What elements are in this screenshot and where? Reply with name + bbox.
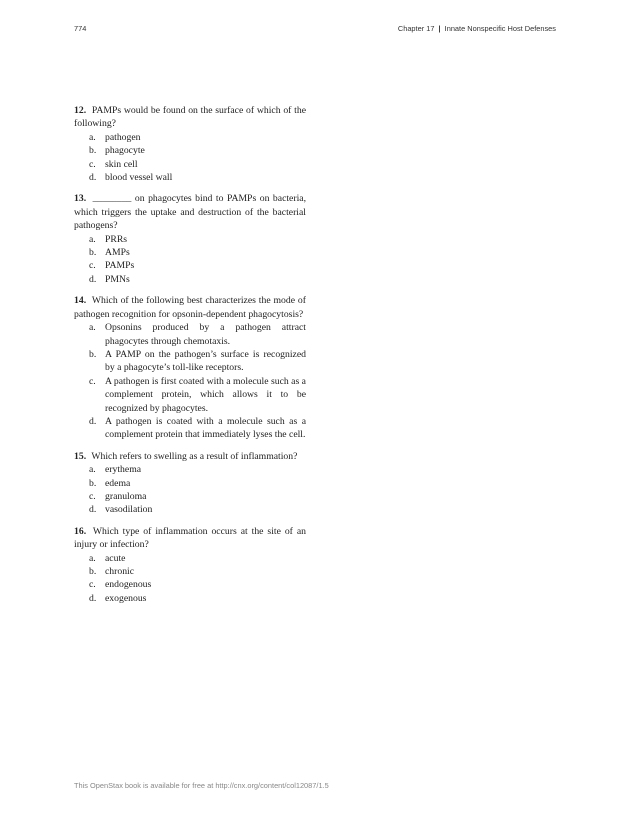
answer-option [74, 131, 306, 144]
question-text: Which type of inflammation occurs at the site of an injury or infection? [74, 525, 306, 551]
option-letter: b. [89, 348, 97, 360]
running-title [398, 24, 556, 33]
chapter-title: Innate Nonspecific Host Defenses [444, 24, 556, 33]
question-stem [74, 525, 306, 552]
answer-option [74, 592, 306, 605]
option-text: granuloma [105, 490, 147, 502]
answer-option [74, 321, 306, 348]
question-number: 13. [74, 193, 87, 205]
answer-option [74, 565, 306, 578]
answer-options [74, 233, 306, 287]
option-text: blood vessel wall [105, 172, 173, 184]
title-separator: | [438, 24, 441, 33]
option-text: vasodilation [105, 504, 153, 516]
option-letter: a. [89, 131, 96, 143]
question-stem [74, 192, 306, 232]
question-text: Which refers to swelling as a result of inflammation? [91, 450, 298, 462]
answer-options [74, 552, 306, 606]
question-stem [74, 294, 306, 321]
question-number: 14. [74, 295, 87, 307]
answer-option [74, 158, 306, 171]
option-letter: c. [89, 375, 96, 387]
answer-option [74, 552, 306, 565]
option-text: edema [105, 477, 131, 489]
option-text: pathogen [105, 131, 141, 143]
answer-option [74, 273, 306, 286]
option-letter: c. [89, 490, 96, 502]
question-14 [74, 294, 306, 441]
option-text: PAMPs [105, 260, 135, 272]
option-text: A pathogen is coated with a molecule such as a complement protein that immediately lyses the cell. [105, 415, 306, 441]
answer-option [74, 375, 306, 415]
option-text: AMPs [105, 247, 130, 259]
question-text: Which of the following best characterizes the mode of pathogen recognition for opsonin-dependent phagocytosis? [74, 295, 307, 320]
page-footer: This OpenStax book is available for free at http://cnx.org/content/col12087/1.5 [74, 781, 329, 790]
option-text: acute [105, 552, 126, 564]
option-letter: d. [89, 273, 97, 285]
option-text: exogenous [105, 592, 147, 604]
option-letter: d. [89, 592, 97, 604]
question-15 [74, 450, 306, 517]
option-letter: b. [89, 477, 97, 489]
answer-option [74, 259, 306, 272]
question-number: 15. [74, 450, 87, 462]
answer-option [74, 463, 306, 476]
option-letter: d. [89, 504, 97, 516]
answer-options [74, 321, 306, 442]
answer-option [74, 578, 306, 591]
option-letter: c. [89, 579, 96, 591]
option-text: A pathogen is first coated with a molecule such as a complement protein, which allows it to be recognized by phagocytes. [105, 375, 306, 414]
option-text: A PAMP on the pathogen’s surface is recognized by a phagocyte’s toll-like receptors. [105, 348, 306, 374]
question-number: 16. [74, 525, 87, 537]
page-number: 774 [74, 24, 87, 33]
option-text: endogenous [105, 579, 152, 591]
question-text: PAMPs would be found on the surface of which of the following? [74, 105, 306, 130]
option-letter: d. [89, 415, 97, 427]
option-text: skin cell [105, 158, 138, 170]
option-text: phagocyte [105, 145, 145, 157]
answer-option [74, 415, 306, 442]
chapter-label: Chapter 17 [397, 24, 435, 33]
question-list [74, 104, 306, 613]
answer-options [74, 463, 306, 517]
page-header [74, 24, 556, 38]
answer-option [74, 490, 306, 503]
question-number: 12. [74, 105, 87, 116]
option-letter: c. [89, 260, 96, 272]
answer-option [74, 348, 306, 375]
option-text: PRRs [105, 233, 128, 245]
answer-option [74, 246, 306, 259]
answer-options [74, 131, 306, 185]
question-stem [74, 450, 306, 463]
option-letter: d. [89, 172, 97, 184]
option-text: PMNs [105, 273, 130, 285]
option-letter: b. [89, 247, 97, 259]
question-stem [74, 104, 306, 131]
answer-option [74, 171, 306, 184]
option-letter: a. [89, 233, 96, 245]
answer-option [74, 477, 306, 490]
option-letter: b. [89, 145, 97, 157]
option-letter: a. [89, 552, 96, 564]
option-letter: b. [89, 566, 97, 577]
question-12 [74, 104, 306, 184]
option-text: chronic [105, 566, 135, 577]
question-13 [74, 192, 306, 286]
answer-option [74, 503, 306, 516]
answer-option [74, 144, 306, 157]
option-text: Opsonins produced by a pathogen attract phagocytes through chemotaxis. [105, 322, 306, 347]
question-16 [74, 525, 306, 605]
answer-option [74, 233, 306, 246]
option-letter: c. [89, 158, 96, 170]
option-letter: a. [89, 322, 96, 334]
question-text: ________ on phagocytes bind to PAMPs on bacteria, which triggers the uptake and destruction of the bacterial pathogens? [74, 193, 306, 232]
option-letter: a. [89, 464, 96, 476]
option-text: erythema [105, 464, 142, 476]
